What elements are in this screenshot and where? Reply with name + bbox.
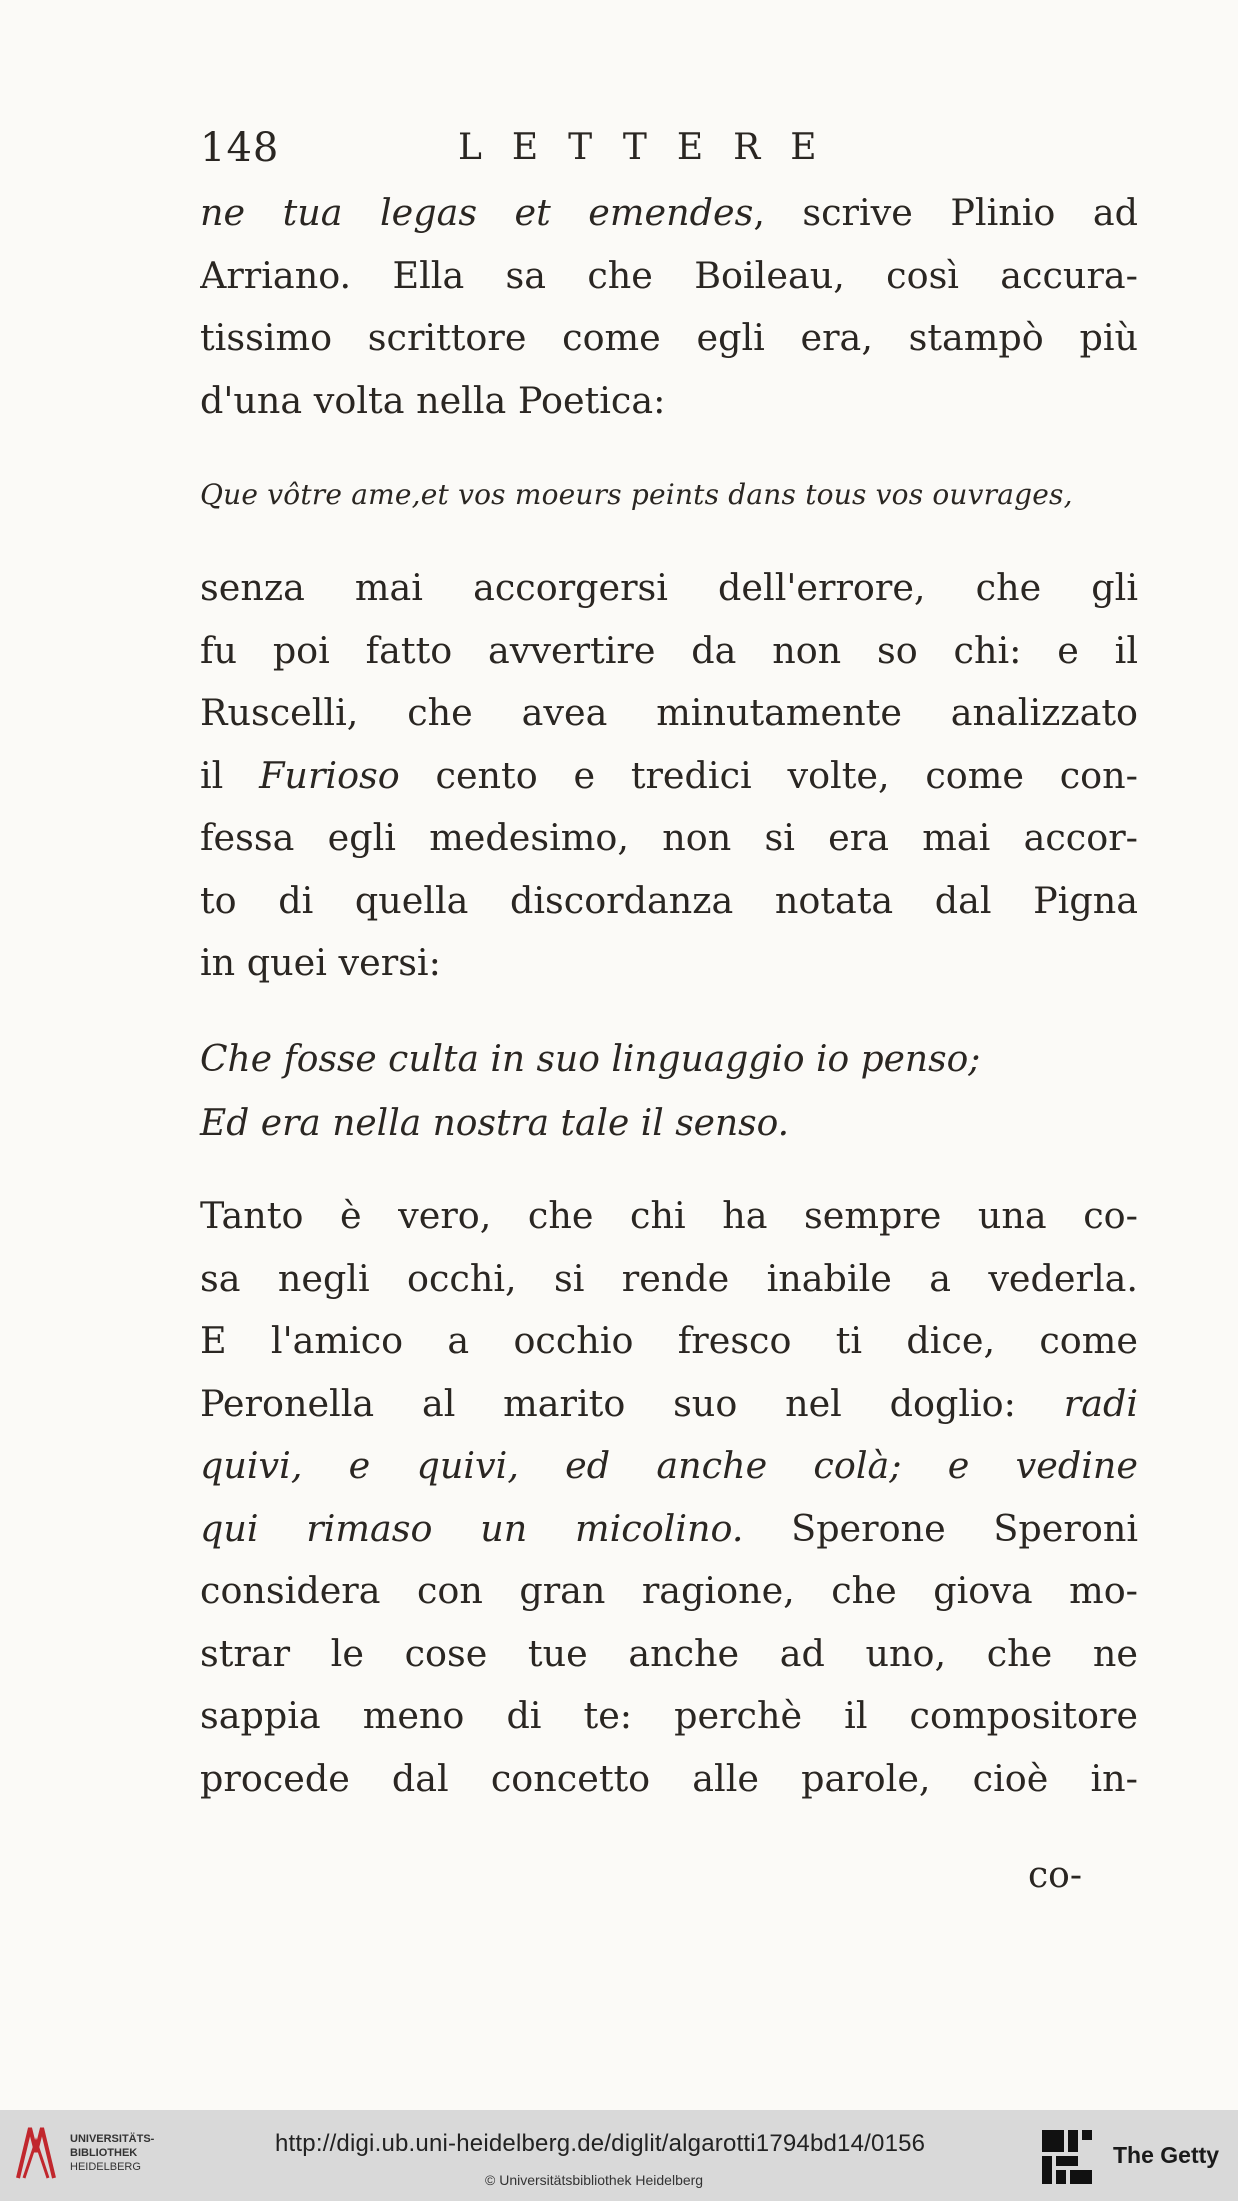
paragraph-3: [200, 1185, 1138, 1810]
institution-line: BIBLIOTHEK: [70, 2147, 138, 2159]
institution-line: UNIVERSITÄTS-: [70, 2133, 155, 2145]
work-title: Furioso: [259, 753, 400, 797]
text-line: E l'amico a occhio fresco ti dice, come: [200, 1319, 1138, 1362]
text-line: considera con gran ragione, che giova mo-: [200, 1569, 1138, 1612]
text-span: il: [200, 753, 260, 797]
permalink-url[interactable]: http://digi.ub.uni-heidelberg.de/diglit/algarotti1794bd14/0156: [275, 2130, 926, 2157]
text-line: [200, 1498, 1138, 1561]
university-seal-icon: [12, 2122, 60, 2184]
text-line: [200, 745, 1138, 808]
french-quote: [200, 472, 1140, 518]
page-number: 148: [200, 125, 280, 171]
text-line: sappia meno di te: perchè il compositore: [200, 1694, 1138, 1737]
catchword: co-: [1028, 1855, 1082, 1896]
verse-line: Che fosse culta in suo linguaggio io penso;: [200, 1039, 981, 1080]
text-span: Peronella al marito suo nel doglio:: [200, 1381, 1064, 1425]
text-line: in quei versi:: [200, 941, 441, 984]
text-span: Sperone Speroni: [743, 1506, 1138, 1550]
latin-quote: ne tua legas et emendes: [200, 191, 754, 234]
copyright-notice: © Universitätsbibliothek Heidelberg: [485, 2172, 704, 2188]
text-line: sa negli occhi, si rende inabile a vederla.: [200, 1256, 1138, 1300]
italic-phrase: radi: [1063, 1381, 1138, 1425]
quote-line: Que vôtre ame,et vos moeurs peints dans tous vos ouvrages,: [200, 478, 1073, 511]
text-line: Tanto è vero, che chi ha sempre una co-: [200, 1194, 1138, 1237]
italic-phrase: qui rimaso un micolino.: [200, 1506, 744, 1550]
text-line: fu poi fatto avvertire da non so chi: e il: [200, 628, 1138, 672]
text-line: senza mai accorgersi dell'errore, che gli: [200, 566, 1138, 609]
partner-name: The Getty: [1113, 2142, 1220, 2168]
text-line: [200, 1373, 1138, 1436]
digitization-footer: [0, 2110, 1238, 2201]
text-line: to di quella discordanza notata dal Pigna: [200, 878, 1138, 922]
paragraph-1: [200, 182, 1138, 432]
text-span: cento e tredici volte, come con-: [399, 753, 1138, 797]
text-line: d'una volta nella Poetica:: [200, 378, 666, 422]
paragraph-2: [200, 557, 1138, 995]
verse-line: Ed era nella nostra tale il senso.: [200, 1103, 790, 1144]
italian-verse-quote: [200, 1028, 1140, 1156]
getty-logo-icon: [1040, 2126, 1094, 2188]
text-span: , scrive Plinio ad: [753, 191, 1138, 234]
text-line: strar le cose tue anche ad uno, che ne: [200, 1631, 1138, 1675]
text-line: quivi, e quivi, ed anche colà; e vedine: [200, 1444, 1138, 1487]
text-line: tissimo scrittore come egli era, stampò più: [200, 316, 1138, 359]
text-line: Arriano. Ella sa che Boileau, così accura-: [200, 253, 1138, 297]
text-line: fessa egli medesimo, non si era mai accor-: [200, 816, 1138, 859]
running-head: LETTERE: [458, 127, 847, 168]
institution-line: HEIDELBERG: [70, 2161, 141, 2173]
text-line: procede dal concetto alle parole, cioè in-: [200, 1756, 1138, 1800]
text-line: [200, 182, 1138, 245]
institution-name: [70, 2132, 154, 2174]
page-header: [200, 125, 1140, 185]
text-line: Ruscelli, che avea minutamente analizzato: [200, 691, 1138, 734]
